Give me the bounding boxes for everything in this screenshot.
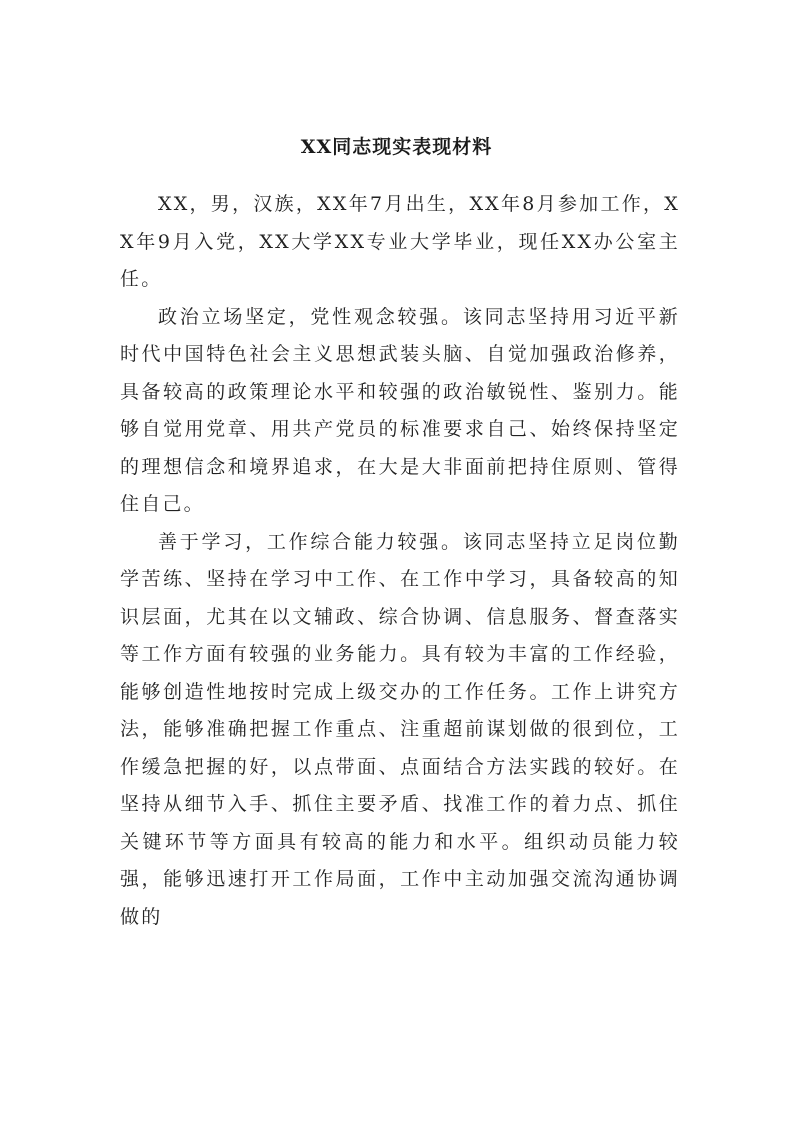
document-body	[120, 186, 680, 936]
paragraph-political-stance: 政治立场坚定，党性观念较强。该同志坚持用习近平新时代中国特色社会主义思想武装头脑、自觉加强政治修养，具备较高的政策理论水平和较强的政治敏锐性、鉴别力。能够自觉用党章、用共产党员的标准要求自己、始终保持坚定的理想信念和境界追求，在大是大非面前把持住原则、管得住自己。	[120, 305, 680, 515]
document-title: XX同志现实表现材料	[300, 136, 493, 158]
paragraph-work-ability: 善于学习，工作综合能力较强。该同志坚持立足岗位勤学苦练、坚持在学习中工作、在工作中学习，具备较高的知识层面，尤其在以文辅政、综合协调、信息服务、督查落实等工作方面有较强的业务能力。具有较为丰富的工作经验，能够创造性地按时完成上级交办的工作任务。工作上讲究方法，能够准确把握工作重点、注重超前谋划做的很到位，工作缓急把握的好，以点带面、点面结合方法实践的较好。在坚持从细节入手、抓住主要矛盾、找准工作的着力点、抓住关键环节等方面具有较高的能力和水平。组织动员能力较强，能够迅速打开工作局面，工作中主动加强交流沟通协调做的	[120, 530, 680, 928]
paragraph-personal-info: XX，男，汉族，XX年7月出生，XX年8月参加工作，XX年9月入党，XX大学XX专业大学毕业，现任XX办公室主任。	[120, 193, 680, 290]
